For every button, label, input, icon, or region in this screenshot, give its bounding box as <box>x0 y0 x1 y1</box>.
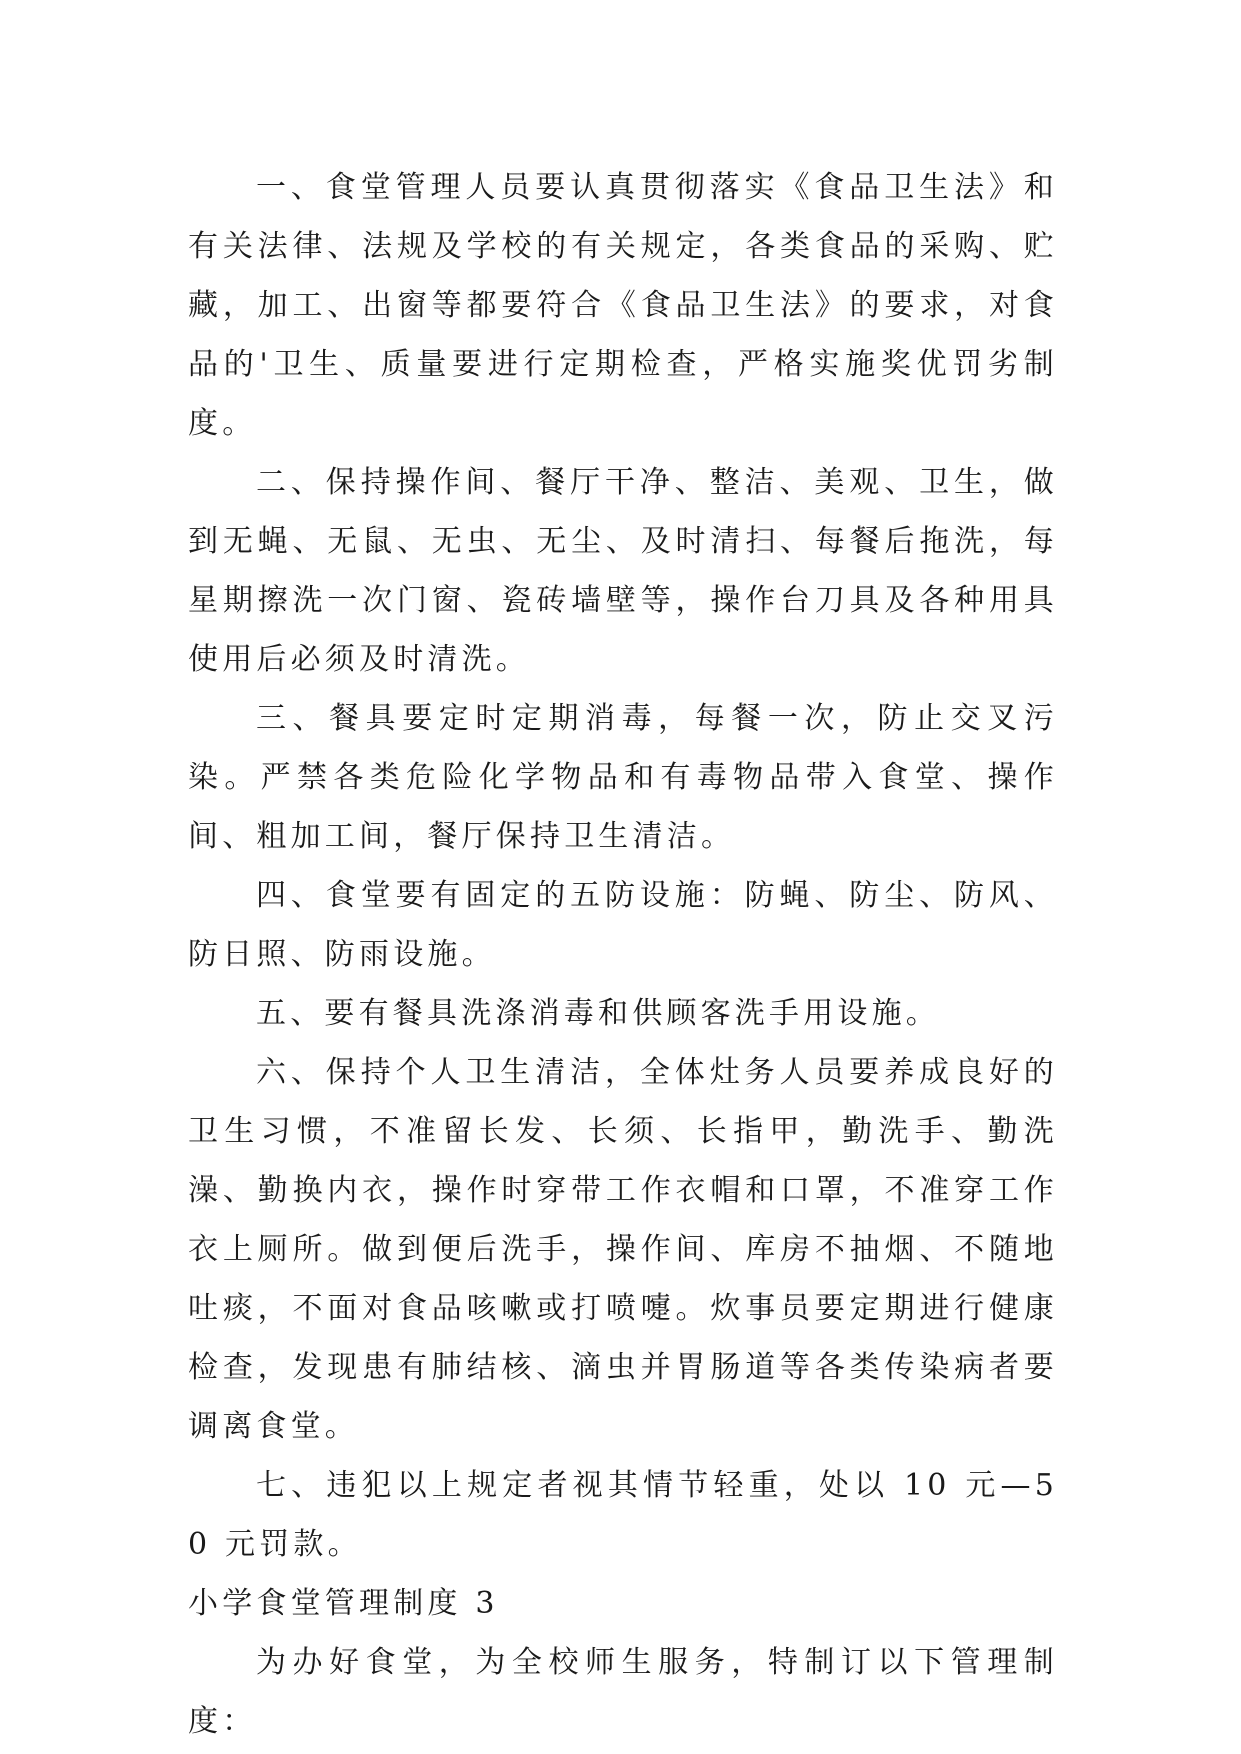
rule-paragraph-1: 一、食堂管理人员要认真贯彻落实《食品卫生法》和有关法律、法规及学校的有关规定，各类食品的采购、贮藏，加工、出窗等都要符合《食品卫生法》的要求，对食品的'卫生、质量要进行定期检查，严格实施奖优罚劣制度。 <box>188 170 1058 441</box>
intro-paragraph: 为办好食堂，为全校师生服务，特制订以下管理制度： <box>188 1645 1058 1739</box>
section-title: 小学食堂管理制度 3 <box>188 1586 499 1621</box>
rule-paragraph-2: 二、保持操作间、餐厅干净、整洁、美观、卫生，做到无蝇、无鼠、无虫、无尘、及时清扫、每餐后拖洗，每星期擦洗一次门窗、瓷砖墙壁等，操作台刀具及各种用具使用后必须及时清洗。 <box>188 465 1058 677</box>
rule-paragraph-5: 五、要有餐具洗涤消毒和供顾客洗手用设施。 <box>256 996 940 1031</box>
rule-paragraph-7: 七、违犯以上规定者视其情节轻重，处以 10 元—50 元罚款。 <box>188 1468 1058 1562</box>
rule-paragraph-3: 三、餐具要定时定期消毒，每餐一次，防止交叉污染。严禁各类危险化学物品和有毒物品带入食堂、操作间、粗加工间，餐厅保持卫生清洁。 <box>188 701 1058 854</box>
rule-paragraph-4: 四、食堂要有固定的五防设施：防蝇、防尘、防风、防日照、防雨设施。 <box>188 878 1058 972</box>
rule-paragraph-6: 六、保持个人卫生清洁，全体灶务人员要养成良好的卫生习惯，不准留长发、长须、长指甲，勤洗手、勤洗澡、勤换内衣，操作时穿带工作衣帽和口罩，不准穿工作衣上厕所。做到便后洗手，操作间、库房不抽烟、不随地吐痰，不面对食品咳嗽或打喷嚏。炊事员要定期进行健康检查，发现患有肺结核、滴虫并胃肠道等各类传染病者要调离食堂。 <box>188 1055 1058 1444</box>
document-body <box>188 158 1058 1751</box>
